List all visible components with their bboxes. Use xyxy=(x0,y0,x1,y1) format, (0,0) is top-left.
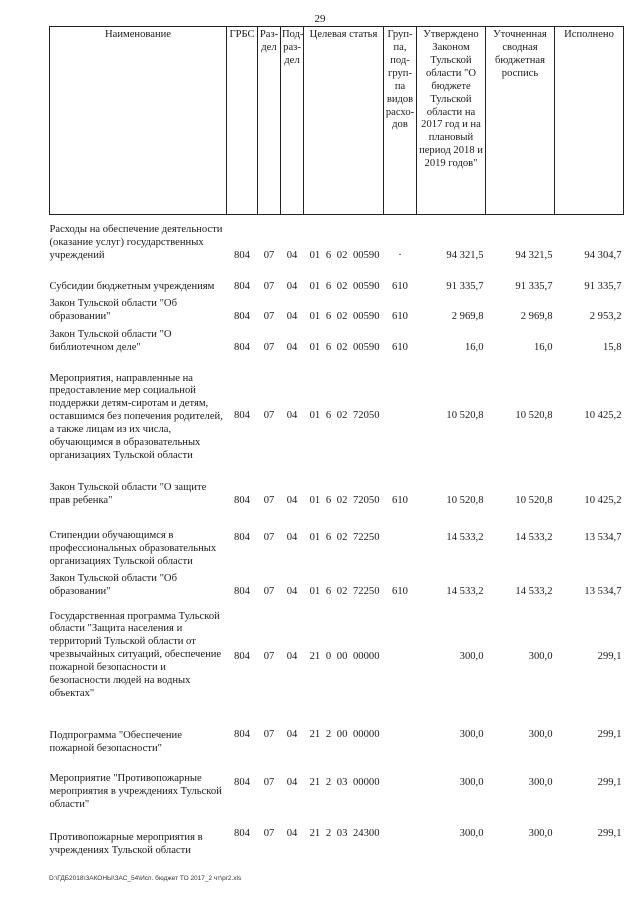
row-razdel: 07 xyxy=(263,531,275,543)
row-approved: 14 533,2 xyxy=(446,585,484,597)
row-approved: 10 520,8 xyxy=(446,409,484,421)
row-updated: 10 520,8 xyxy=(515,494,553,506)
table-row xyxy=(50,263,624,294)
row-grbs: 804 xyxy=(234,310,250,322)
row-executed: 299,1 xyxy=(597,650,622,662)
table-row xyxy=(50,599,624,716)
row-updated: 2 969,8 xyxy=(520,310,553,322)
row-target: 01 6 02 00590 xyxy=(309,310,380,322)
row-name: Закон Тульской области "О библиотечном деле" xyxy=(49,328,172,353)
row-podrazdel: 04 xyxy=(286,341,298,353)
row-name: Противопожарные мероприятия в учреждениях Тульской области xyxy=(49,831,203,856)
row-podrazdel: 04 xyxy=(286,828,298,840)
row-razdel: 07 xyxy=(263,494,275,506)
row-razdel: 07 xyxy=(263,729,275,741)
row-razdel: 07 xyxy=(263,828,275,840)
row-podrazdel: 04 xyxy=(286,310,298,322)
table-row xyxy=(50,355,624,478)
table-row xyxy=(50,478,624,508)
row-executed: 2 953,2 xyxy=(589,310,622,322)
row-executed: 13 534,7 xyxy=(584,531,622,543)
row-group: 610 xyxy=(392,280,408,292)
header-razdel: Раз-дел xyxy=(258,27,281,215)
row-name: Подпрограмма "Обеспечение пожарной безопасности" xyxy=(49,729,182,754)
header-target: Целевая статья xyxy=(304,27,384,215)
row-razdel: 07 xyxy=(263,409,275,421)
table-row xyxy=(50,569,624,599)
row-podrazdel: 04 xyxy=(286,409,298,421)
row-executed: 15,8 xyxy=(602,341,622,353)
row-podrazdel: 04 xyxy=(286,249,298,261)
header-grbs: ГРБС xyxy=(227,27,258,215)
table-header-row xyxy=(50,27,624,215)
header-executed: Исполнено xyxy=(555,27,624,215)
row-approved: 300,0 xyxy=(459,828,484,840)
row-approved: 300,0 xyxy=(459,777,484,789)
row-updated: 16,0 xyxy=(533,341,553,353)
row-name: Закон Тульской области "Об образовании" xyxy=(49,572,177,597)
row-grbs: 804 xyxy=(234,280,250,292)
row-podrazdel: 04 xyxy=(286,494,298,506)
row-name: Субсидии бюджетным учреждениям xyxy=(49,280,215,292)
row-group xyxy=(384,355,417,478)
row-approved: 2 969,8 xyxy=(451,310,484,322)
row-razdel: 07 xyxy=(263,280,275,292)
row-grbs: 804 xyxy=(234,777,250,789)
row-target: 01 6 02 72050 xyxy=(309,494,380,506)
row-approved: 10 520,8 xyxy=(446,494,484,506)
table-row xyxy=(50,508,624,569)
row-executed: 94 304,7 xyxy=(584,249,622,261)
row-approved: 14 533,2 xyxy=(446,531,484,543)
row-updated: 94 321,5 xyxy=(515,249,553,261)
table-row xyxy=(50,756,624,812)
row-name: Расходы на обеспечение деятельности (оказание услуг) государственных учреждений xyxy=(49,223,223,261)
table-row xyxy=(50,215,624,263)
row-executed: 299,1 xyxy=(597,777,622,789)
header-group: Груп-па, под-груп-па видов расхо-дов xyxy=(384,27,417,215)
row-group xyxy=(384,599,417,716)
row-name: Закон Тульской области "О защите прав ребенка" xyxy=(49,481,207,506)
row-group: 610 xyxy=(392,585,408,597)
row-updated: 14 533,2 xyxy=(515,585,553,597)
row-updated: 300,0 xyxy=(528,828,553,840)
row-name: Закон Тульской области "Об образовании" xyxy=(49,297,177,322)
row-updated: 14 533,2 xyxy=(515,531,553,543)
row-grbs: 804 xyxy=(234,494,250,506)
row-podrazdel: 04 xyxy=(286,585,298,597)
row-approved: 91 335,7 xyxy=(446,280,484,292)
row-grbs: 804 xyxy=(234,729,250,741)
row-approved: 300,0 xyxy=(459,729,484,741)
row-executed: 13 534,7 xyxy=(584,585,622,597)
header-name: Наименование xyxy=(50,27,227,215)
row-group: 610 xyxy=(392,341,408,353)
row-name: Мероприятия, направленные на предоставление мер социальной поддержки детям-сиротам и детям, оставшимся без попечения родителей, а также лицам из их числа, обучающимся в образовательных организациях Тульской области xyxy=(49,372,223,462)
row-grbs: 804 xyxy=(234,341,250,353)
row-executed: 91 335,7 xyxy=(584,280,622,292)
row-podrazdel: 04 xyxy=(286,531,298,543)
row-name: Мероприятие "Противопожарные мероприятия в учреждениях Тульской области" xyxy=(49,772,222,810)
row-target: 21 0 00 00000 xyxy=(309,650,380,662)
row-razdel: 07 xyxy=(263,310,275,322)
row-target: 01 6 02 00590 xyxy=(309,341,380,353)
row-updated: 91 335,7 xyxy=(515,280,553,292)
row-approved: 16,0 xyxy=(464,341,484,353)
row-approved: 300,0 xyxy=(459,650,484,662)
row-executed: 10 425,2 xyxy=(584,494,622,506)
row-target: 21 2 03 24300 xyxy=(309,828,380,840)
row-podrazdel: 04 xyxy=(286,650,298,662)
header-updated: Уточненная сводная бюджетная роспись xyxy=(486,27,555,215)
row-grbs: 804 xyxy=(234,650,250,662)
row-executed: 299,1 xyxy=(597,828,622,840)
row-updated: 10 520,8 xyxy=(515,409,553,421)
budget-table xyxy=(49,26,624,858)
row-group: · xyxy=(398,249,402,261)
table-row xyxy=(50,294,624,324)
row-grbs: 804 xyxy=(234,531,250,543)
row-target: 01 6 02 72250 xyxy=(309,531,380,543)
header-approved: Утверждено Законом Тульской области "О бюджете Тульской области на 2017 год и на плановый период 2018 и 2019 годов" xyxy=(417,27,486,215)
row-target: 01 6 02 00590 xyxy=(309,280,380,292)
table-row xyxy=(50,812,624,858)
row-updated: 300,0 xyxy=(528,650,553,662)
row-executed: 10 425,2 xyxy=(584,409,622,421)
row-grbs: 804 xyxy=(234,585,250,597)
row-razdel: 07 xyxy=(263,249,275,261)
row-grbs: 804 xyxy=(234,409,250,421)
row-target: 21 2 00 00000 xyxy=(309,729,380,741)
row-target: 01 6 02 72250 xyxy=(309,585,380,597)
row-podrazdel: 04 xyxy=(286,729,298,741)
row-target: 01 6 02 00590 xyxy=(309,249,380,261)
row-podrazdel: 04 xyxy=(286,280,298,292)
row-group xyxy=(384,716,417,756)
row-updated: 300,0 xyxy=(528,777,553,789)
row-group xyxy=(384,508,417,569)
row-group: 610 xyxy=(392,310,408,322)
row-group: 610 xyxy=(392,494,408,506)
row-razdel: 07 xyxy=(263,650,275,662)
row-name: Стипендии обучающимся в профессиональных образовательных организациях Тульской области xyxy=(49,529,217,567)
header-podrazdel: Под-раз-дел xyxy=(281,27,304,215)
row-group xyxy=(384,756,417,812)
row-podrazdel: 04 xyxy=(286,777,298,789)
table-row xyxy=(50,324,624,355)
page-number: 29 xyxy=(314,13,326,25)
file-path-footer: D:\ГДБ2018\ЗАКОНЫ\ЗАС_54\Исп. бюджет ТО 2017_2 чт\pr2.xls xyxy=(49,875,242,882)
row-group xyxy=(384,812,417,858)
row-razdel: 07 xyxy=(263,341,275,353)
row-grbs: 804 xyxy=(234,249,250,261)
row-updated: 300,0 xyxy=(528,729,553,741)
row-name: Государственная программа Тульской области "Защита населения и территорий Тульской области от чрезвычайных ситуаций, обеспечение пожарной безопасности и безопасности людей на водных объектах" xyxy=(49,610,222,700)
row-grbs: 804 xyxy=(234,828,250,840)
row-approved: 94 321,5 xyxy=(446,249,484,261)
table-row xyxy=(50,716,624,756)
row-target: 01 6 02 72050 xyxy=(309,409,380,421)
row-executed: 299,1 xyxy=(597,729,622,741)
row-razdel: 07 xyxy=(263,585,275,597)
row-razdel: 07 xyxy=(263,777,275,789)
row-target: 21 2 03 00000 xyxy=(309,777,380,789)
